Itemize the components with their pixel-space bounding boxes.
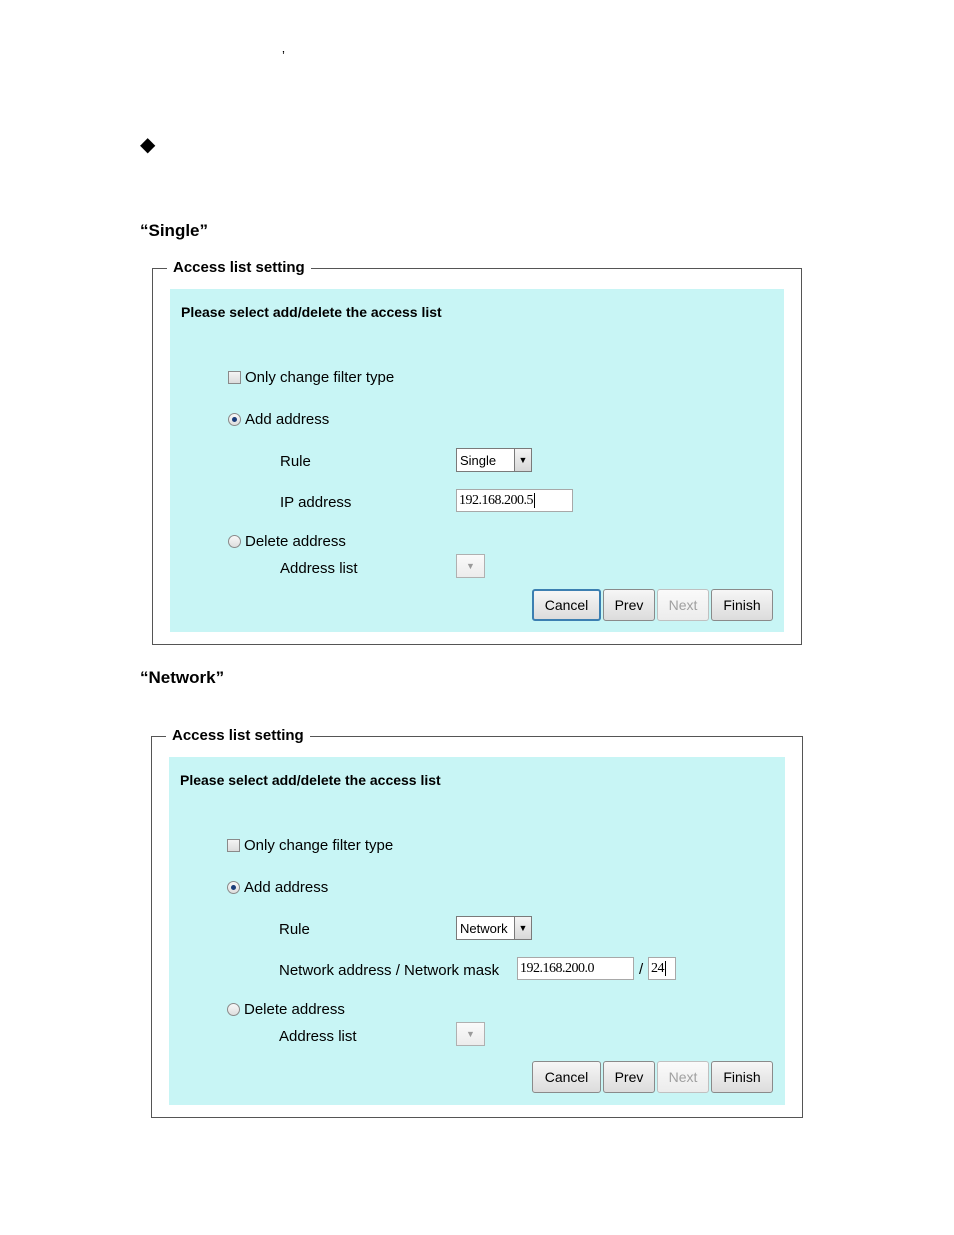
access-list-panel <box>169 757 785 1105</box>
delete-address-row[interactable] <box>228 533 346 550</box>
only-change-filter-checkbox[interactable] <box>228 371 241 384</box>
chevron-down-icon: ▼ <box>457 1023 484 1045</box>
only-change-filter-label: Only change filter type <box>244 837 394 854</box>
add-address-row[interactable] <box>227 879 328 896</box>
network-address-value: 192.168.200.0 <box>520 960 594 976</box>
finish-button[interactable]: Finish <box>711 589 773 621</box>
address-list-label: Address list <box>279 1028 357 1045</box>
next-button[interactable]: Next <box>657 589 709 621</box>
access-list-fieldset-single <box>152 259 802 645</box>
stray-comma: ’ <box>282 48 285 63</box>
add-address-label: Add address <box>245 411 330 428</box>
panel-title: Please select add/delete the access list <box>180 772 441 788</box>
add-address-radio[interactable] <box>227 881 240 894</box>
network-address-label: Network address / Network mask <box>279 962 500 979</box>
cancel-button[interactable]: Cancel <box>532 1061 601 1093</box>
rule-label: Rule <box>280 453 311 470</box>
cancel-button[interactable]: Cancel <box>532 589 601 621</box>
caption-network: “Network” <box>140 668 225 687</box>
next-button[interactable]: Next <box>657 1061 709 1093</box>
network-mask-input[interactable] <box>648 957 676 980</box>
network-mask-value: 24 <box>651 960 664 976</box>
rule-select-value: Single <box>460 452 497 468</box>
only-change-filter-checkbox[interactable] <box>227 839 240 852</box>
ip-address-value: 192.168.200.5 <box>459 492 533 508</box>
only-change-filter-label: Only change filter type <box>245 369 395 386</box>
fieldset-legend: Access list setting <box>166 727 310 745</box>
delete-address-label: Delete address <box>244 1001 345 1018</box>
chevron-down-icon: ▼ <box>457 555 484 577</box>
chevron-down-icon: ▼ <box>514 917 531 939</box>
panel-title: Please select add/delete the access list <box>181 304 442 320</box>
address-list-select[interactable] <box>456 1022 485 1046</box>
rule-select[interactable] <box>456 916 532 940</box>
add-address-row[interactable] <box>228 411 329 428</box>
prev-button[interactable]: Prev <box>603 1061 655 1093</box>
delete-address-row[interactable] <box>227 1001 345 1018</box>
address-list-label: Address list <box>280 560 358 577</box>
only-change-filter-row[interactable] <box>227 837 393 854</box>
access-list-fieldset-network <box>151 727 803 1118</box>
chevron-down-icon: ▼ <box>514 449 531 471</box>
add-address-radio[interactable] <box>228 413 241 426</box>
fieldset-legend: Access list setting <box>167 259 311 277</box>
rule-select[interactable] <box>456 448 532 472</box>
finish-button[interactable]: Finish <box>711 1061 773 1093</box>
diamond-bullet-icon: ◆ <box>140 134 156 156</box>
add-address-label: Add address <box>244 879 329 896</box>
ip-address-label: IP address <box>280 494 352 511</box>
caption-single: “Single” <box>140 221 209 240</box>
rule-label: Rule <box>279 921 310 938</box>
delete-address-radio[interactable] <box>228 535 241 548</box>
delete-address-label: Delete address <box>245 533 346 550</box>
only-change-filter-row[interactable] <box>228 369 394 386</box>
text-caret <box>665 961 666 976</box>
network-address-input[interactable] <box>517 957 634 980</box>
ip-address-input[interactable] <box>456 489 573 512</box>
rule-select-value: Network <box>460 920 508 936</box>
text-caret <box>534 493 535 508</box>
access-list-panel <box>170 289 784 632</box>
prev-button[interactable]: Prev <box>603 589 655 621</box>
delete-address-radio[interactable] <box>227 1003 240 1016</box>
address-list-select[interactable] <box>456 554 485 578</box>
mask-slash: / <box>639 961 644 978</box>
